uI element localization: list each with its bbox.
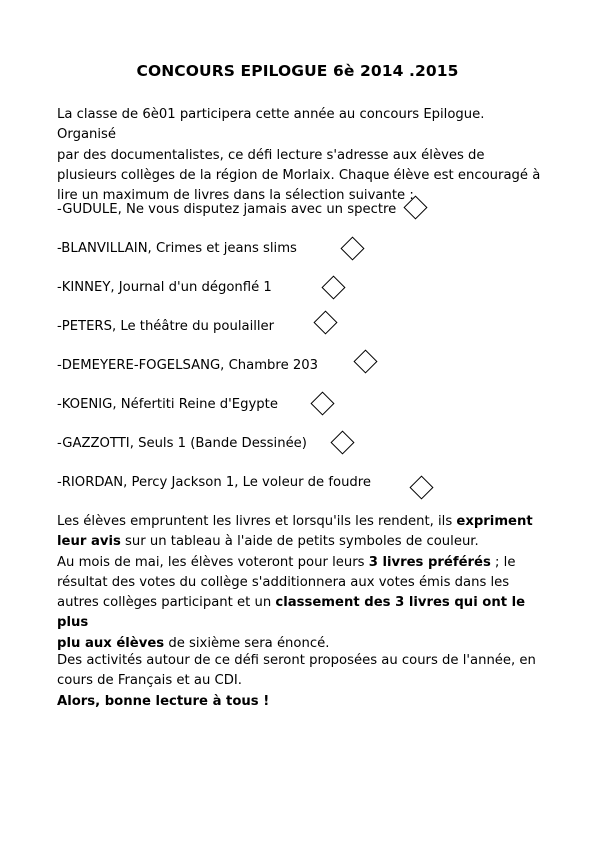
checkbox-diamond-icon[interactable] [313,310,337,334]
closing-line: Alors, bonne lecture à tous ! [57,693,270,709]
intro-line: lire un maximum de livres dans la sélection suivante : [57,188,414,204]
activities-text: Des activités autour de ce défi seront proposées au cours de l'année, en [57,653,536,668]
voting-text: résultat des votes du collège s'additionnera aux votes émis dans les [57,574,510,590]
book-item: -GUDULE, Ne vous disputez jamais avec un spectre [57,202,397,217]
intro-line: La classe de 6è01 participera cette année au concours Epilogue. Organisé [57,107,485,143]
activities-paragraph [57,651,547,712]
activities-text: cours de Français et au CDI. [57,673,242,689]
voting-emphasis: classement des 3 livres qui ont le plus [57,595,526,631]
voting-text: de sixième sera énoncé. [164,635,330,651]
checkbox-diamond-icon[interactable] [310,391,334,415]
voting-paragraph [57,512,547,654]
voting-text: Au mois de mai, les élèves voteront pour leurs [57,554,369,570]
checkbox-diamond-icon[interactable] [409,475,433,499]
checkbox-diamond-icon[interactable] [340,236,364,260]
checkbox-diamond-icon[interactable] [330,430,354,454]
book-item: -PETERS, Le théâtre du poulailler [57,319,275,334]
voting-emphasis: expriment [456,514,533,529]
intro-line: plusieurs collèges de la région de Morlaix. Chaque élève est encouragé à [57,167,541,183]
book-item: -BLANVILLAIN, Crimes et jeans slims [57,241,297,256]
book-item: -RIORDAN, Percy Jackson 1, Le voleur de foudre [57,475,372,490]
voting-text: Les élèves empruntent les livres et lorsqu'ils les rendent, ils [57,514,457,529]
book-item: -DEMEYERE-FOGELSANG, Chambre 203 [57,358,319,373]
intro-paragraph [57,105,547,206]
voting-emphasis: plu aux élèves [57,635,165,651]
book-item: -GAZZOTTI, Seuls 1 (Bande Dessinée) [57,436,307,451]
voting-text: autres collèges participant et un [57,595,276,611]
intro-line: par des documentalistes, ce défi lecture s'adresse aux élèves de [57,147,485,163]
book-item: -KINNEY, Journal d'un dégonflé 1 [57,280,272,295]
checkbox-diamond-icon[interactable] [321,275,345,299]
page-title: CONCOURS EPILOGUE 6è 2014 .2015 [136,62,459,80]
checkbox-diamond-icon[interactable] [353,349,377,373]
voting-emphasis: leur avis [57,534,121,550]
book-item: -KOENIG, Néfertiti Reine d'Egypte [57,397,278,412]
voting-emphasis: 3 livres préférés [368,554,491,570]
voting-text: sur un tableau à l'aide de petits symboles de couleur. [120,534,479,550]
voting-text: ; le [490,554,516,570]
